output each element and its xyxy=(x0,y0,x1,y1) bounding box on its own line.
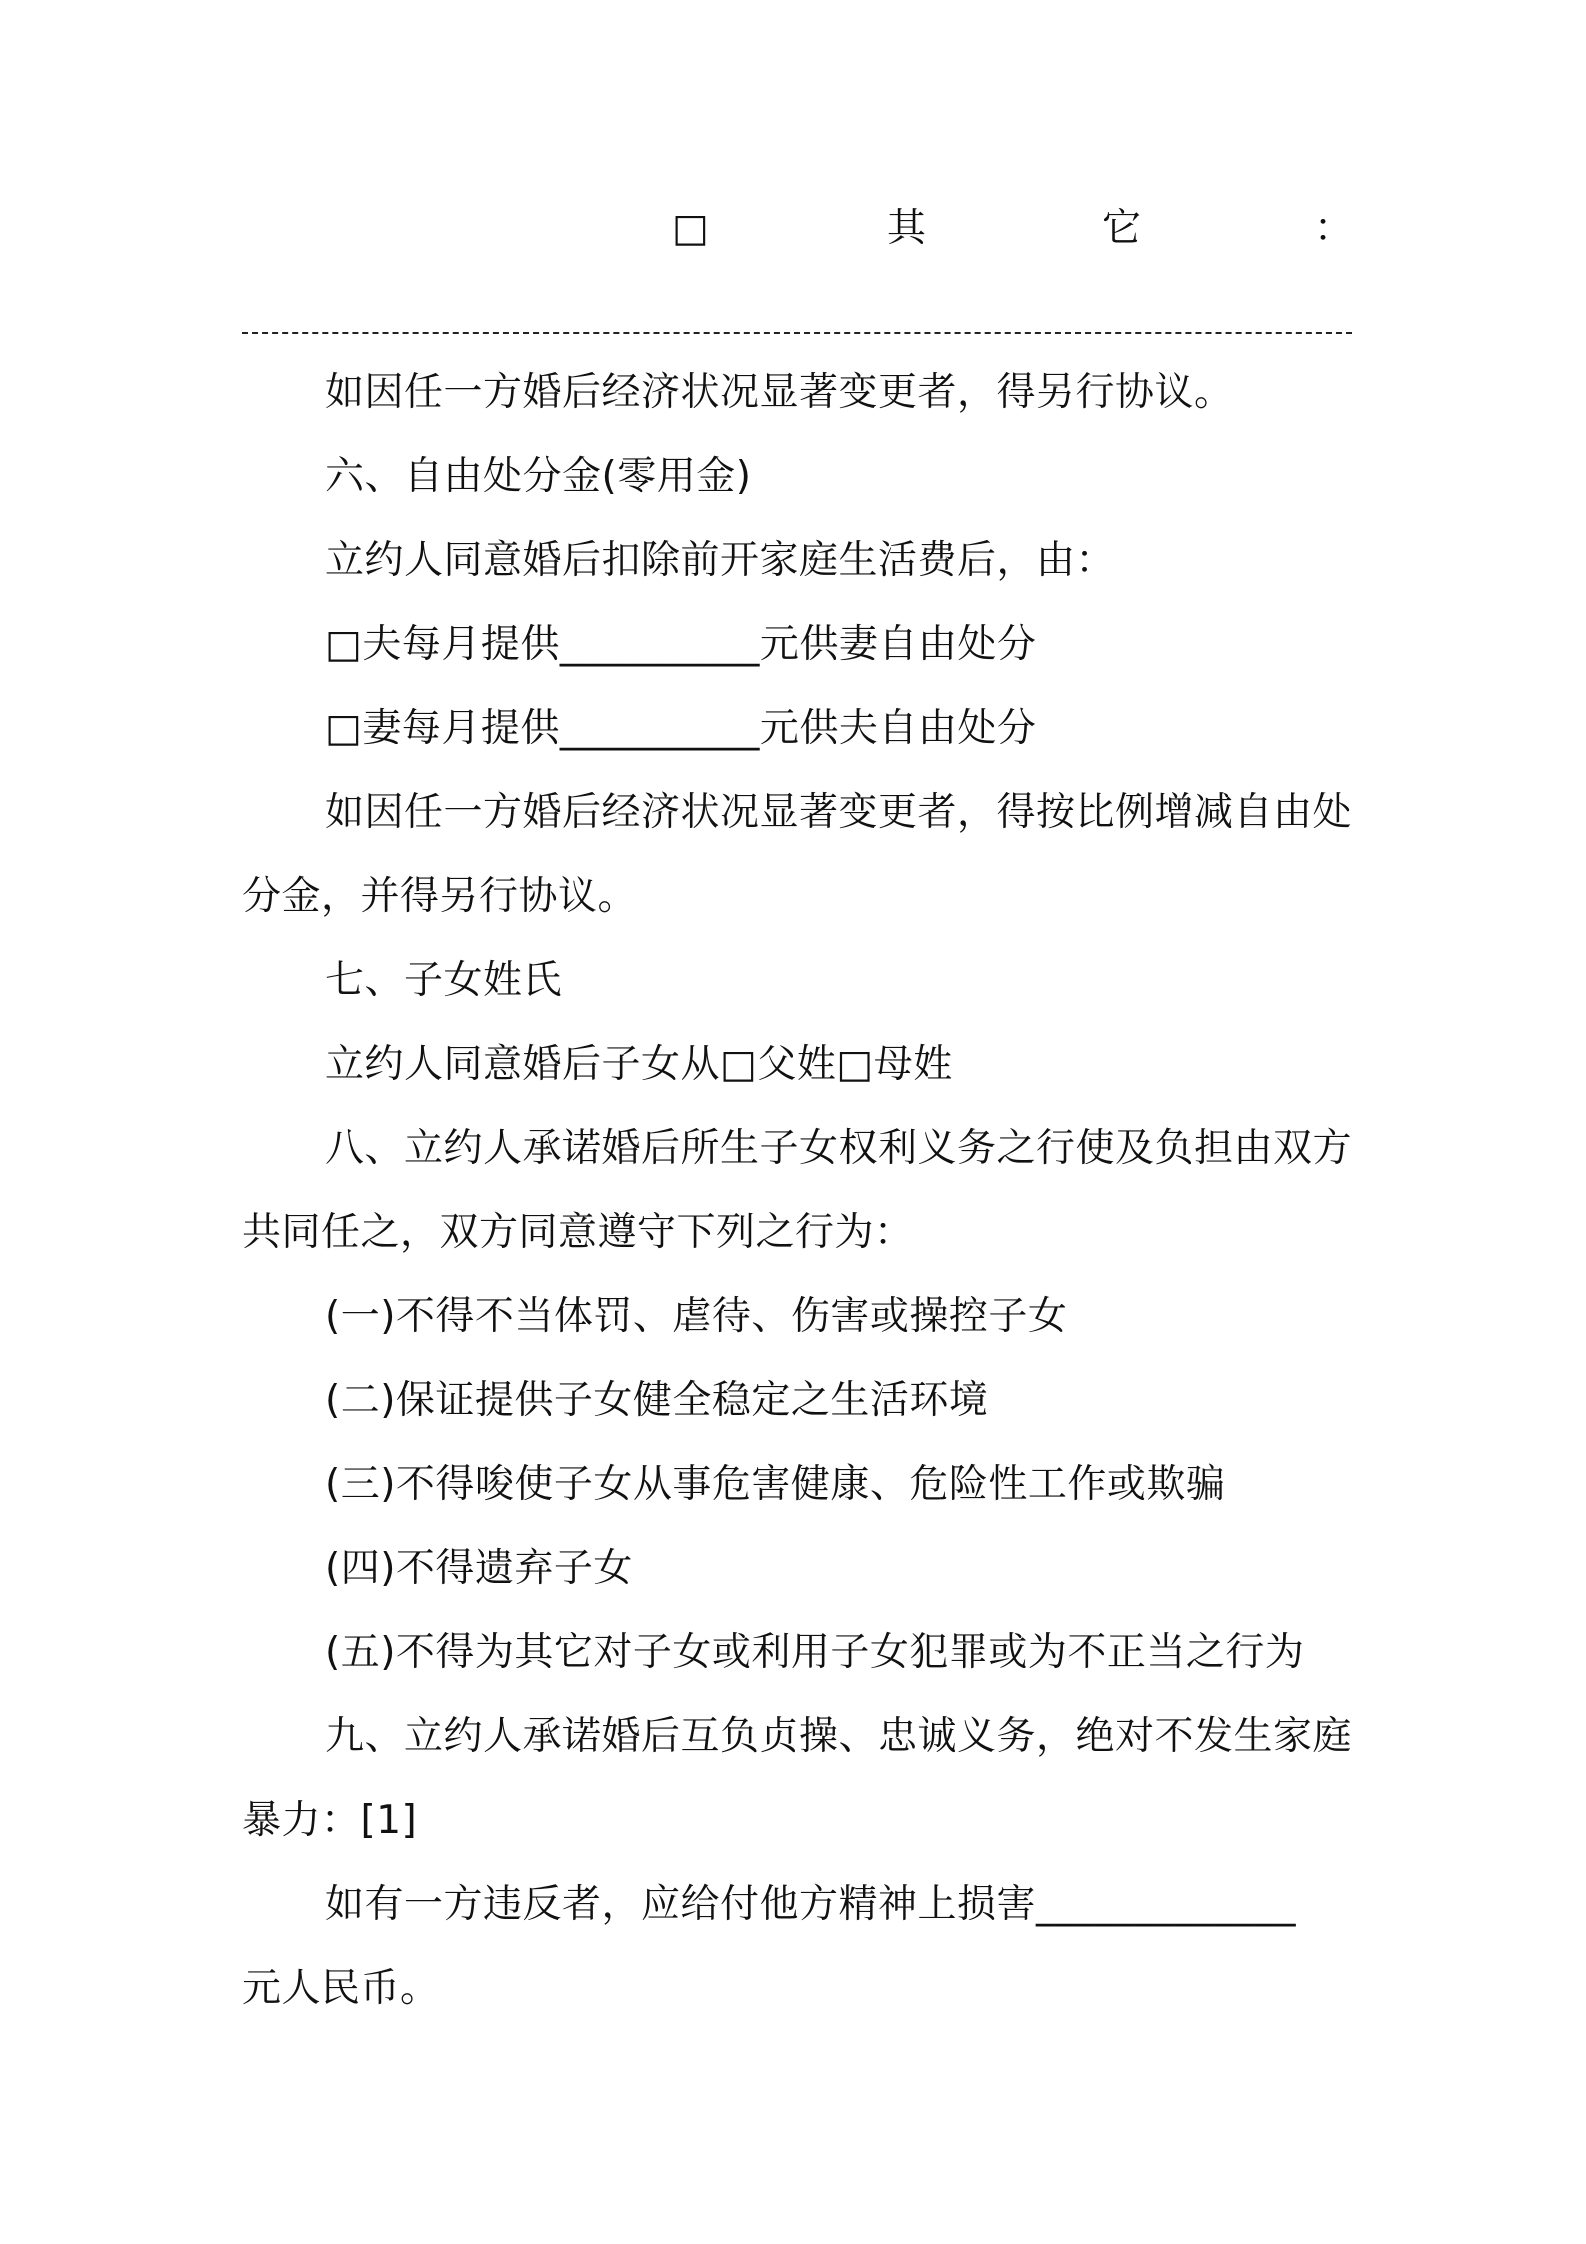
section-heading-9: 九、立约人承诺婚后互负贞操、忠诚义务，绝对不发生家庭 xyxy=(325,1714,1353,1759)
section-heading-7: 七、子女姓氏 xyxy=(325,958,563,1003)
paragraph-line-6: 如因任一方婚后经济状况显著变更者，得按比例增减自由处 xyxy=(325,790,1353,835)
other-label-char-2: 它 xyxy=(1102,206,1142,251)
paragraph-line-18: 暴力：[1] xyxy=(242,1798,418,1843)
rule-item-5: (五)不得为其它对子女或利用子女犯罪或为不正当之行为 xyxy=(325,1630,1305,1675)
section-heading-8: 八、立约人承诺婚后所生子女权利义务之行使及负担由双方 xyxy=(325,1126,1353,1171)
paragraph-line-1: 如因任一方婚后经济状况显著变更者，得另行协议。 xyxy=(325,370,1234,415)
husband-allowance-option: □夫每月提供__________元供妻自由处分 xyxy=(325,622,1037,667)
section-heading-6: 六、自由处分金(零用金) xyxy=(325,454,752,499)
blank-fill-line xyxy=(242,332,1352,334)
paragraph-line-11: 共同任之，双方同意遵守下列之行为： xyxy=(242,1210,914,1255)
paragraph-line-3: 立约人同意婚后扣除前开家庭生活费后，由： xyxy=(325,538,1116,583)
other-label-colon: ： xyxy=(1314,206,1354,251)
penalty-line: 如有一方违反者，应给付他方精神上损害_____________ xyxy=(325,1882,1297,1927)
rule-item-1: (一)不得不当体罚、虐待、伤害或操控子女 xyxy=(325,1294,1068,1339)
wife-allowance-option: □妻每月提供__________元供夫自由处分 xyxy=(325,706,1037,751)
rule-item-3: (三)不得唆使子女从事危害健康、危险性工作或欺骗 xyxy=(325,1462,1226,1507)
rule-item-4: (四)不得遗弃子女 xyxy=(325,1546,633,1591)
paragraph-line-20: 元人民币。 xyxy=(242,1966,440,2011)
rule-item-2: (二)保证提供子女健全稳定之生活环境 xyxy=(325,1378,989,1423)
other-checkbox[interactable]: □ xyxy=(672,206,709,251)
paragraph-line-7: 分金，并得另行协议。 xyxy=(242,874,638,919)
other-label-char-1: 其 xyxy=(887,206,927,251)
other-option-row xyxy=(242,202,1352,256)
surname-option-line: 立约人同意婚后子女从□父姓□母姓 xyxy=(325,1042,953,1087)
